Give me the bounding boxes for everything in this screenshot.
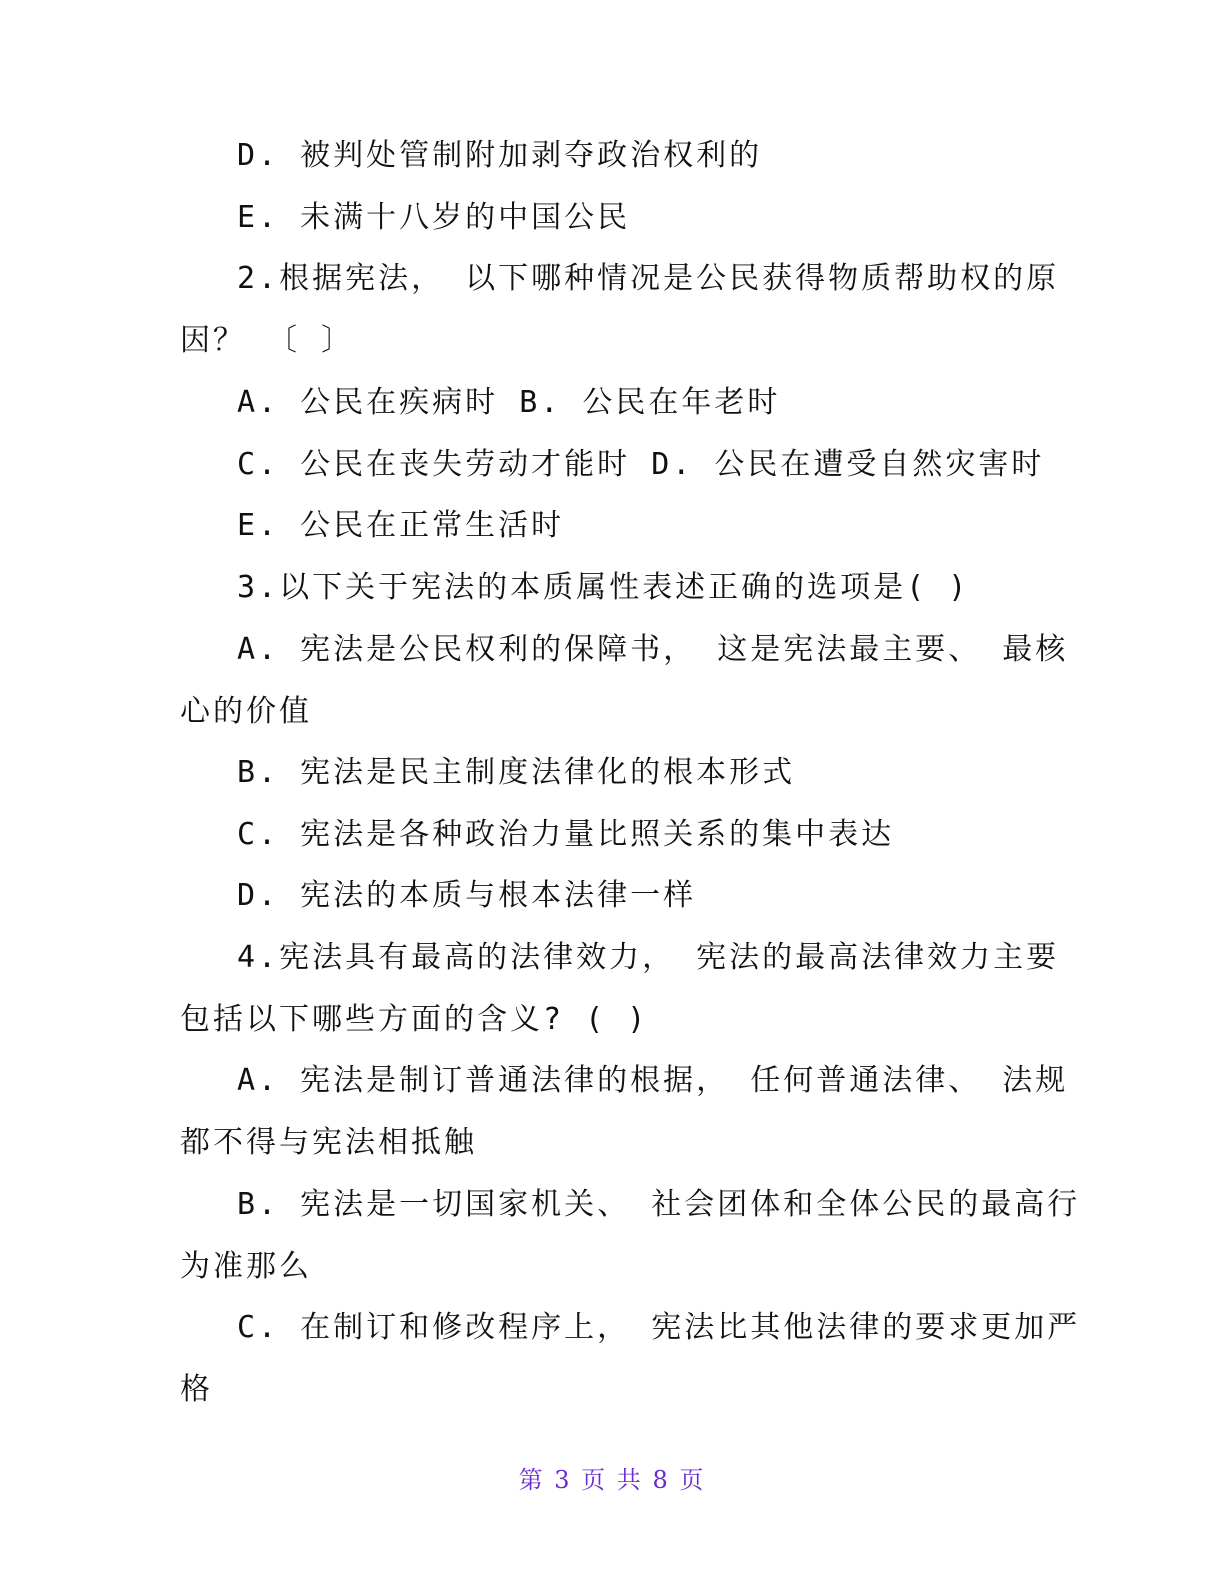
- q3-option-d: D. 宪法的本质与根本法律一样: [237, 878, 697, 913]
- q2-options-ab: A. 公民在疾病时 B. 公民在年老时: [237, 385, 781, 420]
- page-number-footer: 第 3 页 共 8 页: [518, 1466, 706, 1494]
- option-d-line: D. 被判处管制附加剥夺政治权利的: [237, 138, 763, 173]
- q4-option-b-line-2: 为准那么: [180, 1249, 312, 1284]
- q4-option-a-line-2: 都不得与宪法相抵触: [180, 1125, 477, 1160]
- q3-option-b: B. 宪法是民主制度法律化的根本形式: [237, 755, 796, 790]
- question-4-line-1: 4.宪法具有最高的法律效力， 宪法的最高法律效力主要: [237, 940, 1060, 975]
- question-2-line-1: 2.根据宪法， 以下哪种情况是公民获得物质帮助权的原: [237, 261, 1060, 296]
- q2-option-e: E. 公民在正常生活时: [237, 508, 565, 543]
- q3-option-a-line-1: A. 宪法是公民权利的保障书， 这是宪法最主要、 最核: [237, 632, 1069, 667]
- question-2-line-2: 因？ 〔 〕: [180, 323, 355, 358]
- q4-option-a-line-1: A. 宪法是制订普通法律的根据， 任何普通法律、 法规: [237, 1063, 1069, 1098]
- q2-options-cd: C. 公民在丧失劳动才能时 D. 公民在遭受自然灾害时: [237, 447, 1045, 482]
- q4-option-c-line-2: 格: [180, 1372, 213, 1407]
- option-e-line: E. 未满十八岁的中国公民: [237, 200, 631, 235]
- q4-option-c-line-1: C. 在制订和修改程序上， 宪法比其他法律的要求更加严: [237, 1310, 1081, 1345]
- question-3-line: 3.以下关于宪法的本质属性表述正确的选项是( ): [237, 570, 970, 605]
- q3-option-a-line-2: 心的价值: [180, 694, 312, 729]
- question-4-line-2: 包括以下哪些方面的含义? ( ): [180, 1002, 649, 1037]
- q3-option-c: C. 宪法是各种政治力量比照关系的集中表达: [237, 817, 895, 852]
- q4-option-b-line-1: B. 宪法是一切国家机关、 社会团体和全体公民的最高行: [237, 1187, 1081, 1222]
